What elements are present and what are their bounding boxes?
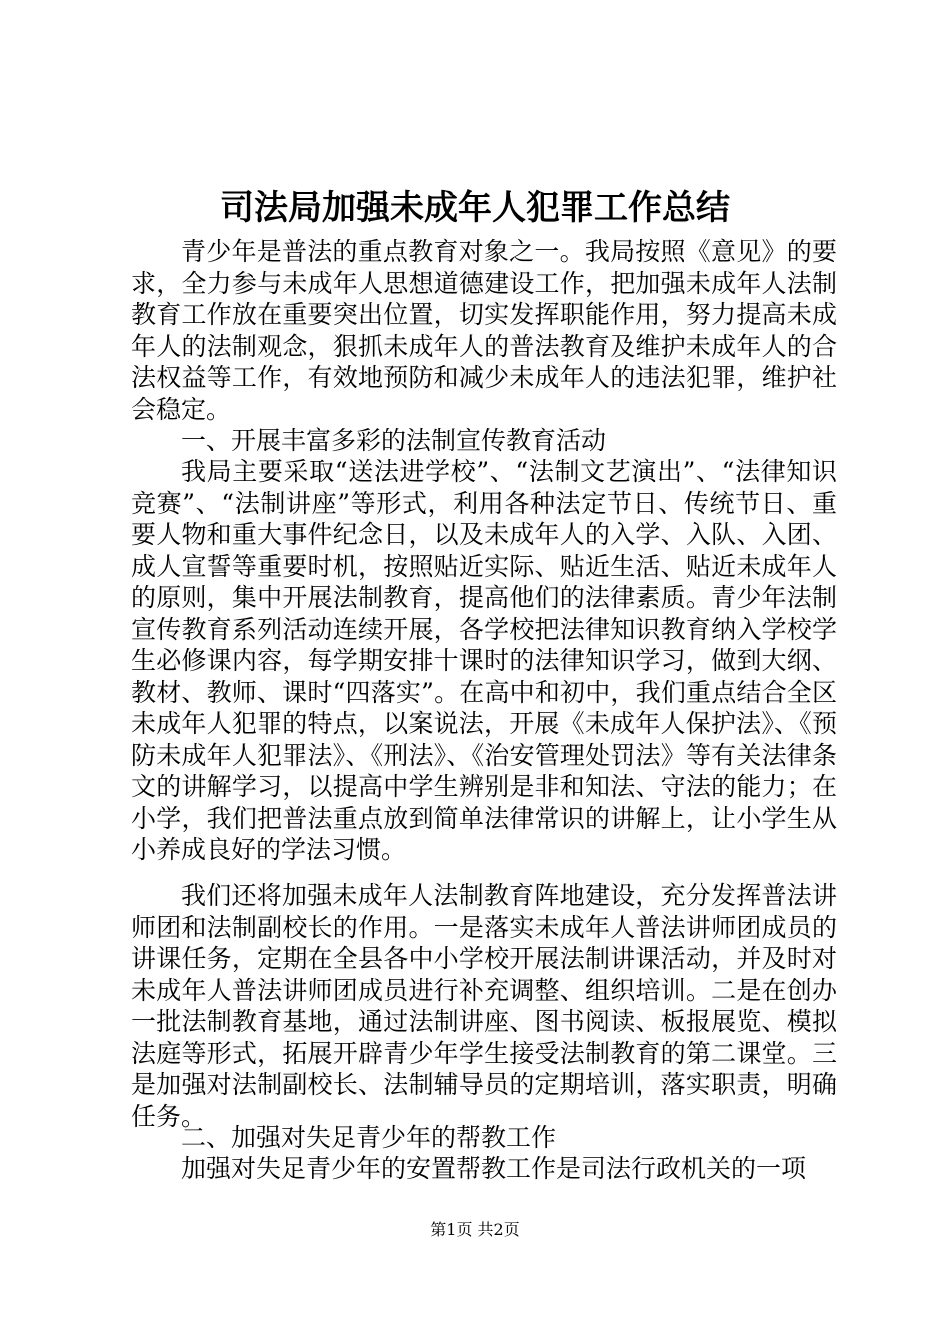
section-heading-2: 二、加强对失足青少年的帮教工作 (181, 1123, 557, 1152)
paragraph-section-1-base-building: 我们还将加强未成年人法制教育阵地建设，充分发挥普法讲师团和法制副校长的作用。一是落实未成年人普法讲师团成员的讲课任务，定期在全县各中小学校开展法制讲课活动，并及时对未成年人普法讲师团成员进行补充调整、组织培训。二是在创办一批法制教育基地，通过法制讲座、图书阅读、板报展览、模拟法庭等形式，拓展开辟青少年学生接受法制教育的第二课堂。三是加强对法制副校长、法制辅导员的定期培训，落实职责，明确任务。 (131, 881, 837, 1131)
paragraph-section-2-start: 加强对失足青少年的安置帮教工作是司法行政机关的一项 (181, 1154, 807, 1183)
paragraph-intro: 青少年是普法的重点教育对象之一。我局按照《意见》的要求，全力参与未成年人思想道德建设工作，把加强未成年人法制教育工作放在重要突出位置，切实发挥职能作用，努力提高未成年人的法制观念，狠抓未成年人的普法教育及维护未成年人的合法权益等工作，有效地预防和减少未成年人的违法犯罪，维护社会稳定。 (131, 237, 837, 424)
paragraph-section-1-activities: 我局主要采取“送法进学校”、“法制文艺演出”、“法律知识竞赛”、“法制讲座”等形式，利用各种法定节日、传统节日、重要人物和重大事件纪念日，以及未成年人的入学、入队、入团、成人宣誓等重要时机，按照贴近实际、贴近生活、贴近未成年人的原则，集中开展法制教育，提高他们的法律素质。青少年法制宣传教育系列活动连续开展，各学校把法律知识教育纳入学校学生必修课内容，每学期安排十课时的法律知识学习，做到大纲、教材、教师、课时“四落实”。在高中和初中，我们重点结合全区未成年人犯罪的特点，以案说法，开展《未成年人保护法》、《预防未成年人犯罪法》、《刑法》、《治安管理处罚法》等有关法律条文的讲解学习，以提高中学生辨别是非和知法、守法的能力；在小学，我们把普法重点放到简单法律常识的讲解上，让小学生从小养成良好的学法习惯。 (131, 457, 837, 864)
section-heading-1: 一、开展丰富多彩的法制宣传教育活动 (181, 426, 607, 455)
document-title: 司法局加强未成年人犯罪工作总结 (220, 188, 730, 228)
page-number-footer: 第1页 共2页 (430, 1220, 520, 1239)
